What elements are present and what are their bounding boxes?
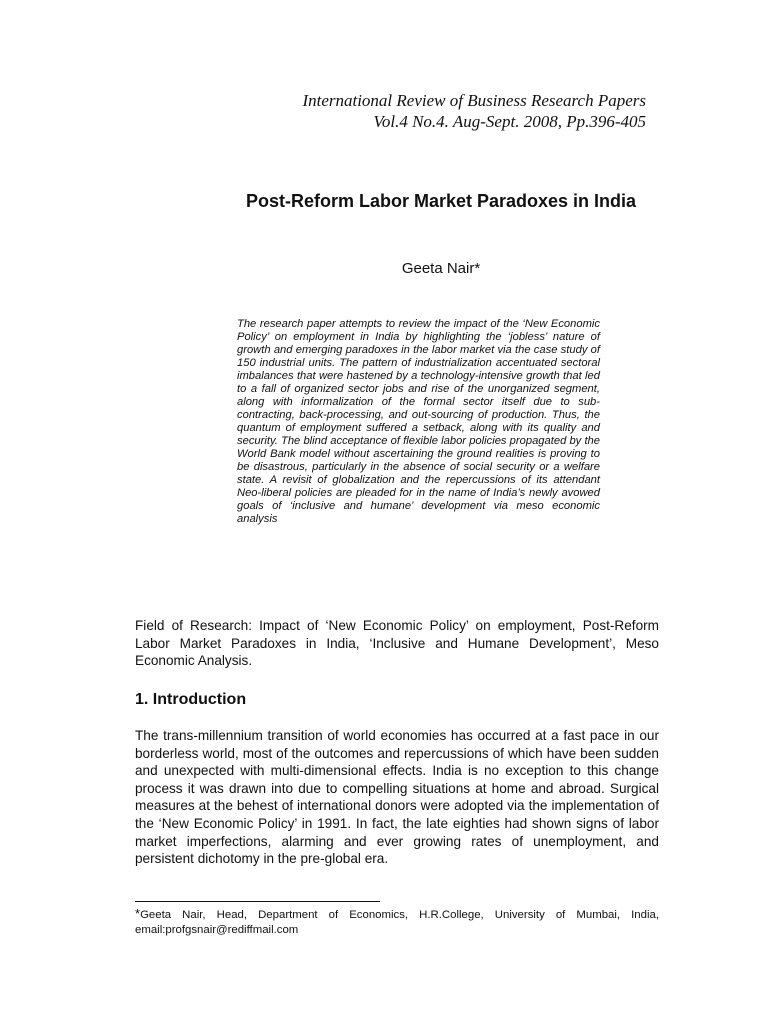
footnote-divider bbox=[135, 901, 380, 902]
section-heading-introduction: 1. Introduction bbox=[135, 691, 247, 708]
journal-citation bbox=[206, 90, 646, 132]
journal-name: International Review of Business Research Papers bbox=[302, 91, 646, 110]
field-of-research: Field of Research: Impact of ‘New Economic Policy’ on employment, Post-Reform Labor Market Paradoxes in India, ‘Inclusive and Humane Development’, Meso Economic Analysis. bbox=[135, 618, 659, 668]
introduction-paragraph: The trans-millennium transition of world economies has occurred at a fast pace in our borderless world, most of the outcomes and repercussions of which have been sudden and unexpected with multi-dimensional effects. India is no exception to this change process it was drawn into due to compelling situations at home and abroad. Surgical measures at the behest of international donors were adopted via the implementation of the ‘New Economic Policy’ in 1991. In fact, the late eighties had shown signs of labor market imperfections, alarming and ever growing rates of unemployment, and persistent dichotomy in the pre-global era. bbox=[135, 728, 659, 867]
abstract: The research paper attempts to review the impact of the ‘New Economic Policy’ on employment in India by highlighting the ‘jobless’ nature of growth and emerging paradoxes in the labor market via the case study of 150 industrial units. The pattern of industrialization accentuated sectoral imbalances that were hastened by a technology-intensive growth that led to a fall of organized sector jobs and rise of the unorganized segment, along with informalization of the formal sector itself due to sub-contracting, back-processing, and out-sourcing of production. Thus, the quantum of employment suffered a setback, along with its quality and security. The blind acceptance of flexible labor policies propagated by the World Bank model without ascertaining the ground realities is proving to be disastrous, particularly in the absence of social security or a welfare state. A revisit of globalization and the repercussions of its attendant Neo-liberal policies are pleaded for in the name of India’s newly avowed goals of ‘inclusive and humane’ development via meso economic analysis bbox=[237, 318, 600, 525]
paper-title: Post-Reform Labor Market Paradoxes in India bbox=[245, 191, 637, 211]
footnote-text: Geeta Nair, Head, Department of Economics, H.R.College, University of Mumbai, India, email:profgsnair@rediffmail.com bbox=[135, 909, 659, 936]
footnote bbox=[135, 906, 659, 938]
paper-author: Geeta Nair* bbox=[401, 260, 481, 277]
footnote-marker: * bbox=[135, 906, 141, 921]
journal-volume: Vol.4 No.4. Aug-Sept. 2008, Pp.396-405 bbox=[373, 112, 646, 131]
